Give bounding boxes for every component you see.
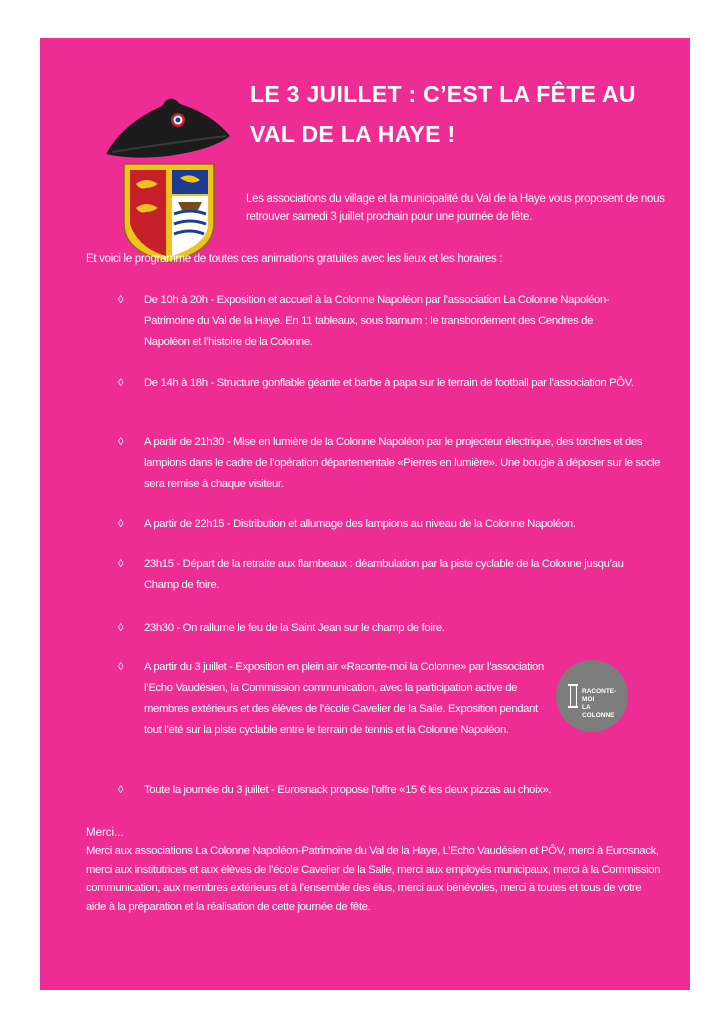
program-item (118, 554, 624, 596)
poster-panel (40, 38, 690, 990)
program-item (118, 618, 664, 639)
column-icon (570, 686, 577, 706)
thanks-heading: Merci... (86, 827, 124, 839)
program-item-text: Toute la journée du 3 juillet - Eurosnack propose l’offre «15 € les deux pizzas au choix». (144, 784, 552, 796)
program-item-text: De 10h à 20h - Exposition et accueil à la Colonne Napoléon par l’association La Colonne Napoléon-Patrimoine du Val de la Haye. En 11 tableaux, sous barnum : le transbordement des Cendres de Napoléon et l’histoire de la Colonne. (144, 294, 610, 348)
program-item-text: A partir de 22h15 - Distribution et allumage des lampions au niveau de la Colonne Napoléon. (144, 518, 576, 530)
logo-text: RACONTE-MOI LA COLONNE (582, 688, 617, 719)
program-lead-text: Et voici le programme de toutes ces animations gratuites avec les lieux et les horaires : (86, 253, 503, 265)
program-item (118, 514, 684, 535)
diamond-bullet-icon: ◊ (118, 622, 124, 634)
program-item (118, 657, 544, 741)
program-item-text: A partir de 21h30 - Mise en lumière de la Colonne Napoléon par le projecteur électrique, des torches et des lampions dans le cadre de l’opération départementale «Pierres en lumière». Une bougie à déposer sur le socle sera remise à chaque visiteur. (144, 436, 661, 490)
intro-paragraph: Les associations du village et la municipalité du Val de la Haye vous proposent de nous retrouver samedi 3 juillet prochain pour une journée de fête. (246, 193, 665, 223)
program-item (118, 780, 684, 801)
program-item (118, 432, 664, 495)
diamond-bullet-icon: ◊ (118, 558, 124, 570)
program-item-text: A partir du 3 juillet - Exposition en plein air «Raconte-moi la Colonne» par l’association l’Echo Vaudésien, la Commission communication, avec la participation active de membres extérieurs et des élèves de l’école Cavelier de la Salle. Exposition pendant tout l’été sur la piste cyclable entre le terrain de tennis et la Colonne Napoléon. (144, 661, 544, 736)
program-item-text: 23h15 - Départ de la retraite aux flambeaux : déambulation par la piste cyclable de la Colonne jusqu’au Champ de foire. (144, 558, 624, 591)
diamond-bullet-icon: ◊ (118, 436, 124, 448)
program-item (118, 290, 610, 353)
raconte-moi-la-colonne-logo (556, 660, 628, 732)
program-item (118, 373, 664, 394)
diamond-bullet-icon: ◊ (118, 518, 124, 530)
program-item-text: De 14h à 18h - Structure gonflable géante et barbe à papa sur le terrain de football par l’association PÔV. (144, 377, 634, 389)
page-title: LE 3 JUILLET : C’EST LA FÊTE AU VAL DE LA HAYE ! (250, 81, 636, 147)
diamond-bullet-icon: ◊ (118, 661, 124, 673)
thanks-paragraph: Merci aux associations La Colonne Napoléon-Patrimoine du Val de la Haye, L’Echo Vaudésien et PÔV, merci à Eurosnack, merci aux institutrices et aux élèves de l’école Cavelier de la Salle, merci aux employés municipaux, merci à la Commission communication, aux membres extérieurs et à l’ensemble des élus, merci aux bénévoles, merci à toutes et tous de votre aide à la préparation et la réalisation de cette journée de fête. (86, 845, 661, 913)
diamond-bullet-icon: ◊ (118, 377, 124, 389)
diamond-bullet-icon: ◊ (118, 784, 124, 796)
program-item-text: 23h30 - On rallume le feu de la Saint Jean sur le champ de foire. (144, 622, 445, 634)
diamond-bullet-icon: ◊ (118, 294, 124, 306)
